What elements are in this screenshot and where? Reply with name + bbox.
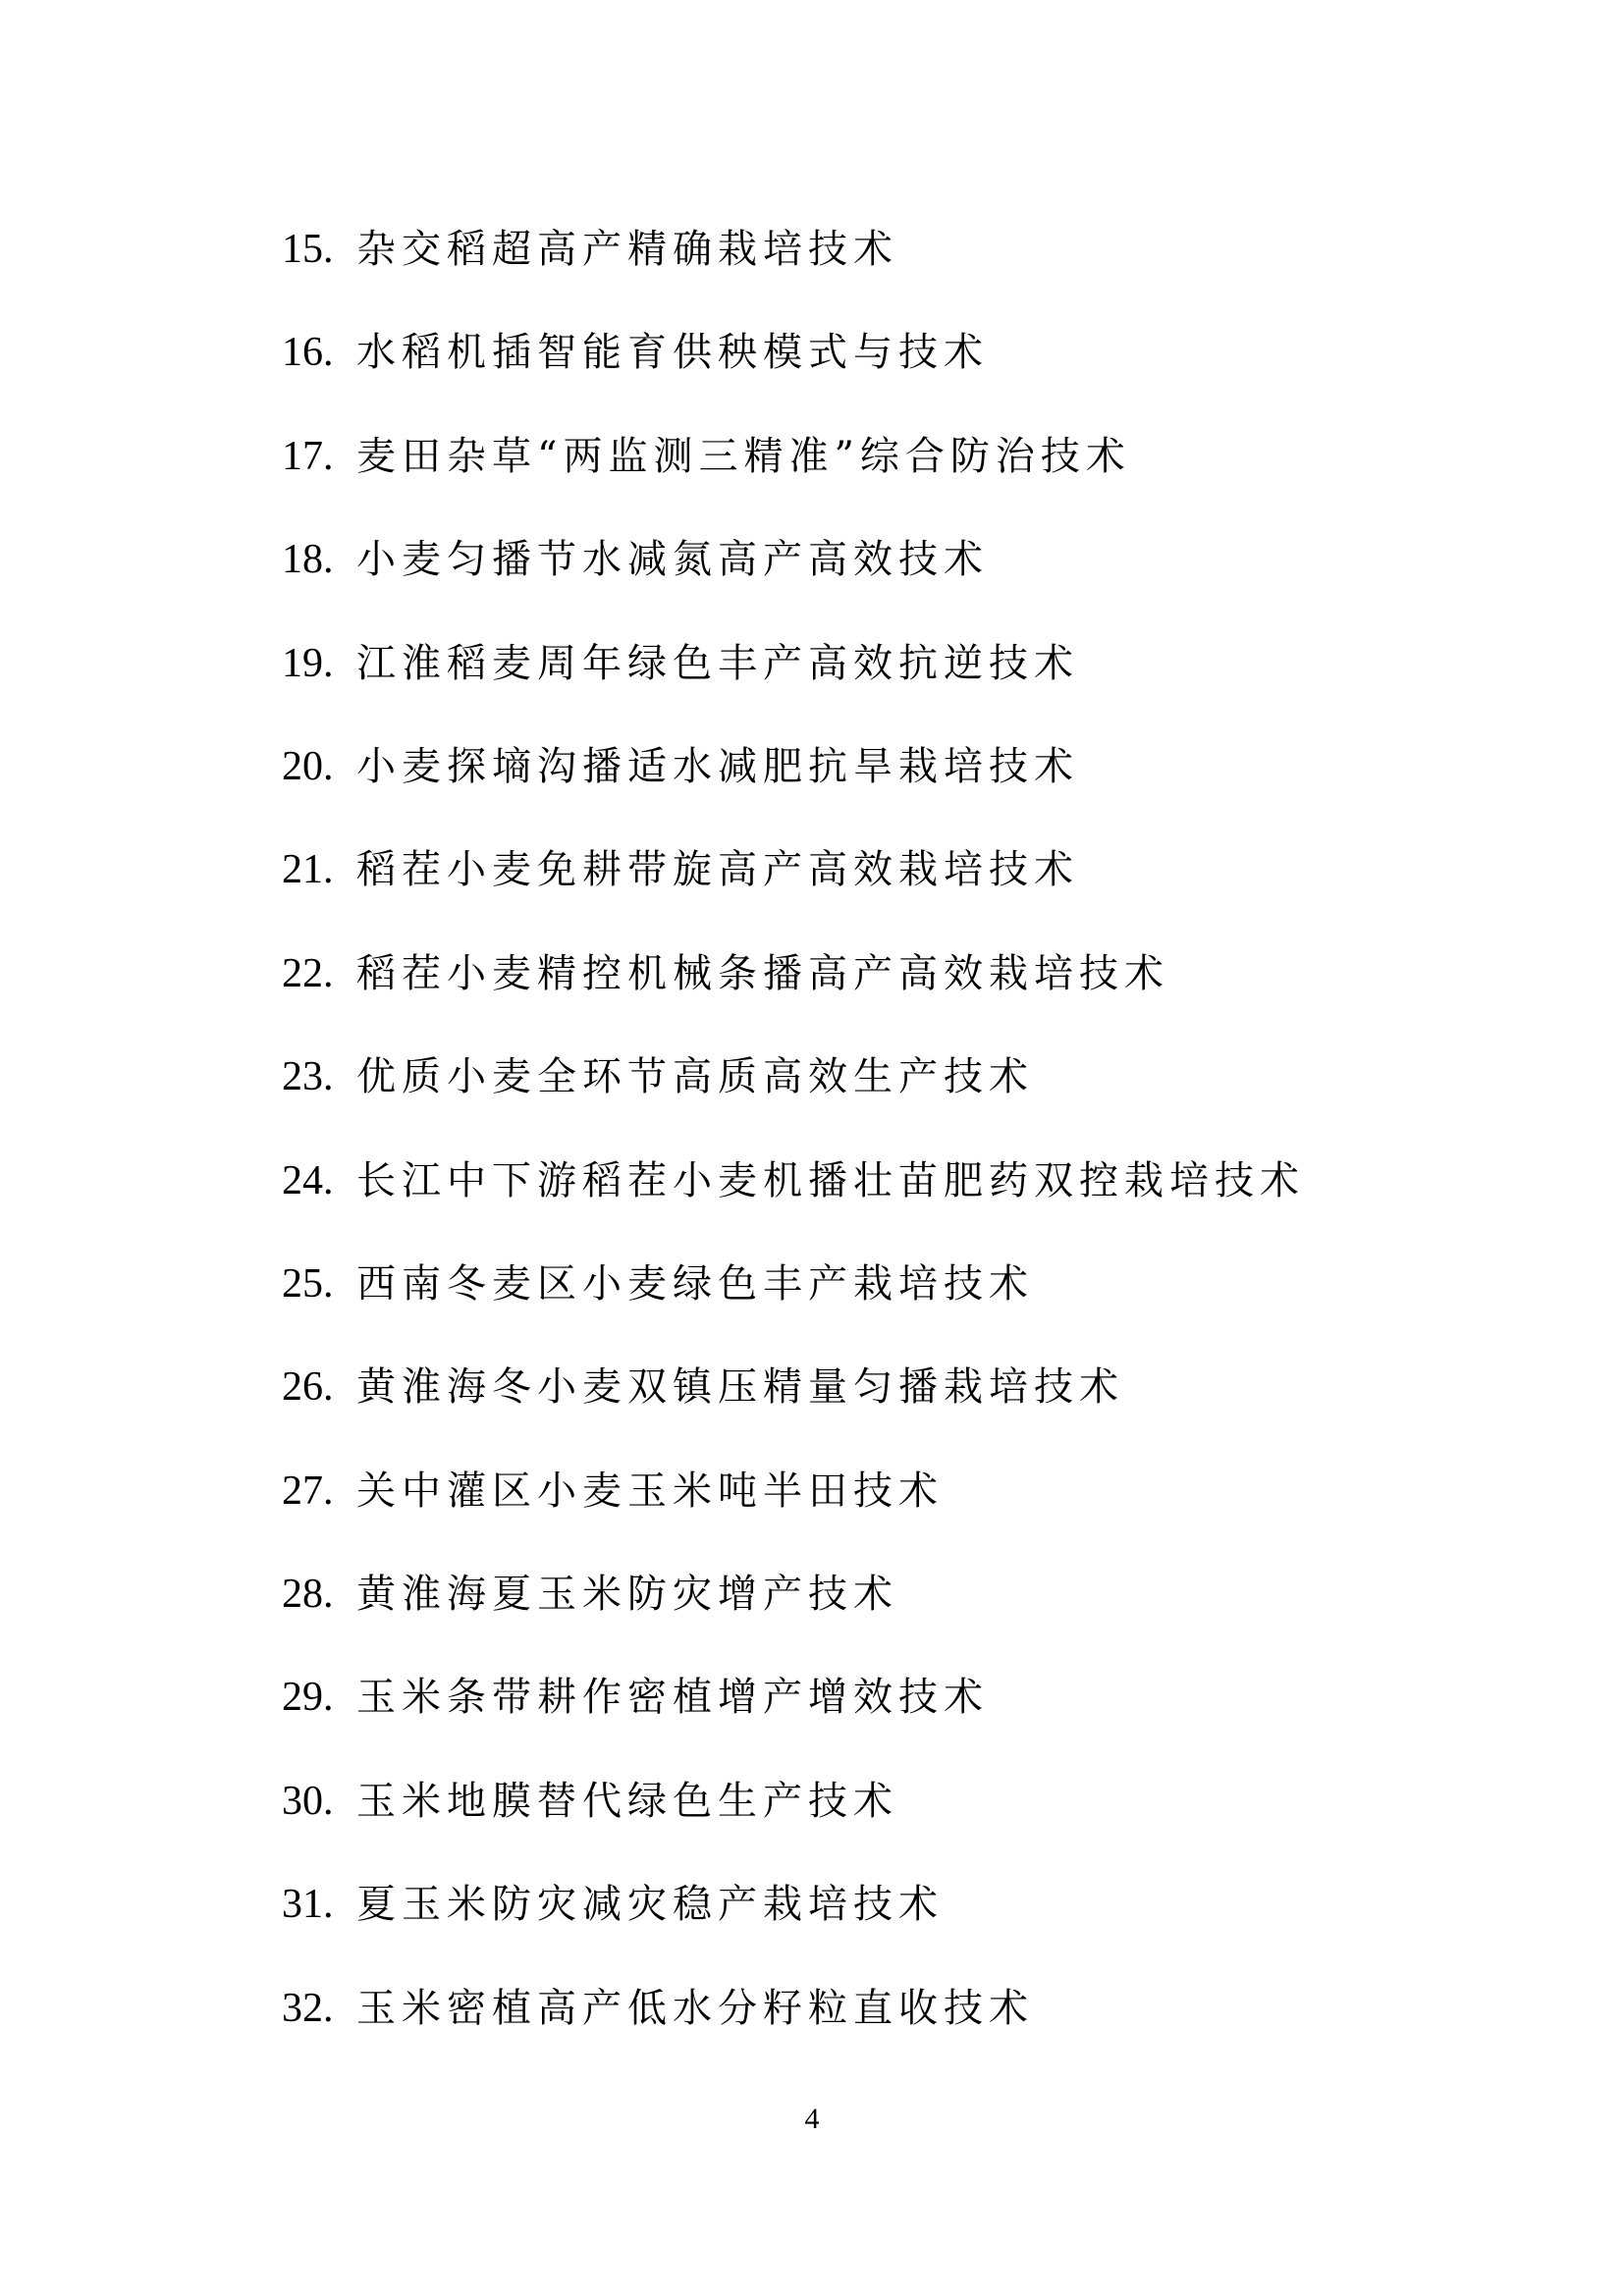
item-text: 小麦匀播节水减氮高产高效技术 [356, 537, 989, 583]
item-number: 25. [282, 1260, 334, 1307]
item-number: 17. [282, 433, 334, 479]
item-number: 20. [282, 743, 334, 789]
item-number: 22. [282, 950, 334, 996]
item-text: 稻茬小麦免耕带旋高产高效栽培技术 [356, 847, 1079, 893]
item-text: 关中灌区小麦玉米吨半田技术 [356, 1468, 944, 1514]
page-number: 4 [804, 2103, 820, 2135]
item-text: 玉米条带耕作密植增产增效技术 [356, 1675, 989, 1721]
item-number: 28. [282, 1572, 334, 1618]
list-item [282, 1871, 1305, 1974]
item-number: 24. [282, 1157, 334, 1203]
item-number: 26. [282, 1364, 334, 1411]
item-text: 杂交稻超高产精确栽培技术 [356, 227, 898, 272]
list-item [282, 836, 1305, 939]
item-text: 长江中下游稻茬小麦机播壮苗肥药双控栽培技术 [356, 1157, 1305, 1203]
list-item [282, 1664, 1305, 1767]
list-item [282, 1458, 1305, 1561]
item-text: 麦田杂草“两监测三精准”综合防治技术 [356, 433, 1131, 479]
item-text: 玉米密植高产低水分籽粒直收技术 [356, 1985, 1034, 2031]
item-number: 15. [282, 227, 334, 272]
list-item [282, 216, 1305, 319]
item-number: 29. [282, 1675, 334, 1721]
item-text: 稻茬小麦精控机械条播高产高效栽培技术 [356, 950, 1169, 996]
list-item [282, 940, 1305, 1043]
item-number: 19. [282, 640, 334, 686]
item-text: 水稻机插智能育供秧模式与技术 [356, 330, 989, 376]
list-item [282, 526, 1305, 629]
list-item [282, 1561, 1305, 1664]
item-text: 江淮稻麦周年绿色丰产高效抗逆技术 [356, 640, 1079, 686]
item-number: 32. [282, 1985, 334, 2031]
technology-list [282, 216, 1305, 2078]
item-number: 27. [282, 1468, 334, 1514]
item-text: 玉米地膜替代绿色生产技术 [356, 1778, 898, 1824]
list-item [282, 1768, 1305, 1871]
list-item [282, 423, 1305, 526]
item-text: 小麦探墒沟播适水减肥抗旱栽培技术 [356, 743, 1079, 789]
item-number: 16. [282, 330, 334, 376]
list-item [282, 733, 1305, 836]
item-number: 23. [282, 1054, 334, 1100]
list-item [282, 1148, 1305, 1251]
list-item [282, 1043, 1305, 1147]
item-text: 黄淮海冬小麦双镇压精量匀播栽培技术 [356, 1364, 1124, 1411]
list-item [282, 319, 1305, 422]
item-number: 21. [282, 847, 334, 893]
list-item [282, 630, 1305, 733]
list-item [282, 1975, 1305, 2078]
item-text: 优质小麦全环节高质高效生产技术 [356, 1054, 1034, 1100]
item-number: 30. [282, 1778, 334, 1824]
list-item [282, 1354, 1305, 1457]
item-text: 夏玉米防灾减灾稳产栽培技术 [356, 1882, 944, 1928]
item-number: 18. [282, 537, 334, 583]
item-text: 西南冬麦区小麦绿色丰产栽培技术 [356, 1260, 1034, 1307]
item-number: 31. [282, 1882, 334, 1928]
list-item [282, 1251, 1305, 1354]
item-text: 黄淮海夏玉米防灾增产技术 [356, 1572, 898, 1618]
